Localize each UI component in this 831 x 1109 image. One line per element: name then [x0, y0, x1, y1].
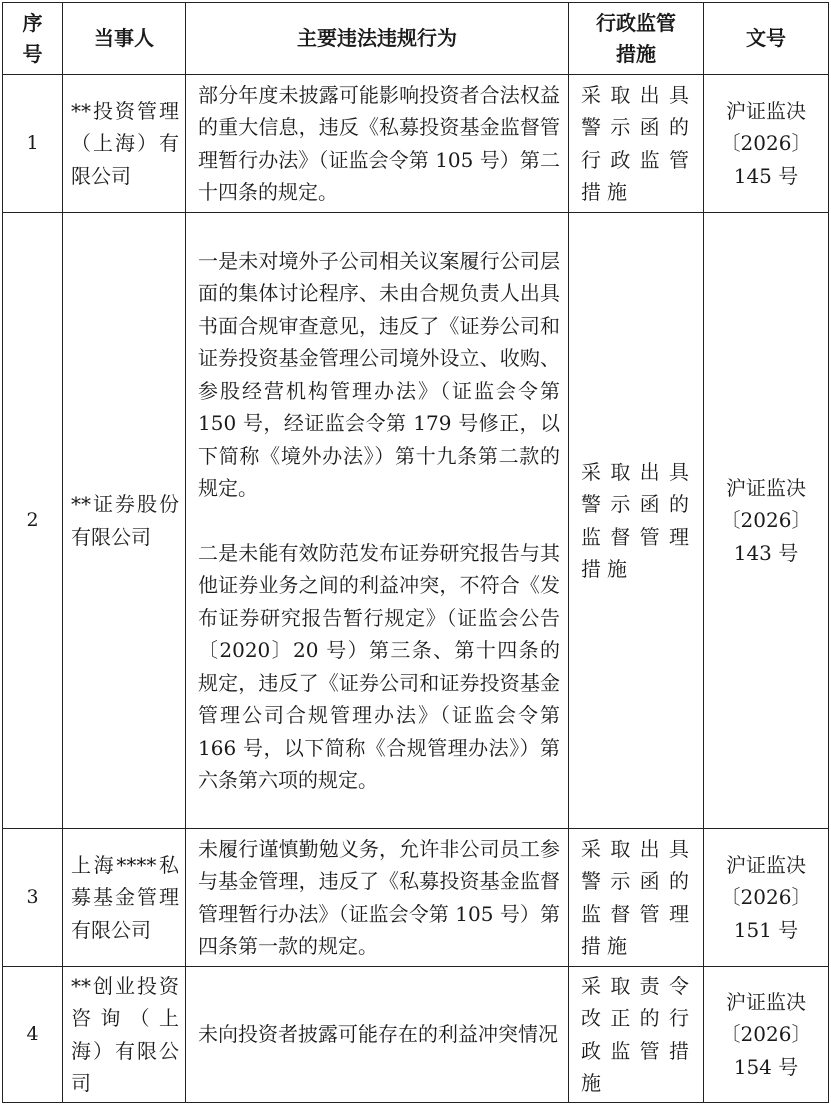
row-number: 3: [3, 829, 63, 967]
document-number: 沪证监决〔2026〕154 号: [704, 967, 829, 1103]
violation-paragraph: 部分年度未披露可能影响投资者合法权益的重大信息，违反《私募投资基金监督管理暂行办法》（证监会令第 105 号）第二十四条的规定。: [198, 82, 560, 204]
party-name: 上海****私募基金管理有限公司: [63, 829, 186, 967]
document-number: 沪证监决〔2026〕151 号: [704, 829, 829, 967]
table-row: [3, 967, 829, 1103]
header-measure: 行政监管 措施: [569, 3, 704, 75]
party-name: **创业投资咨询（上海）有限公司: [63, 967, 186, 1103]
document-page: [0, 2, 831, 1109]
violation-paragraph: 未向投资者披露可能存在的利益冲突情况: [198, 1022, 558, 1047]
supervisory-measure: 采取出具警示函的监督管理措施: [569, 829, 704, 967]
supervisory-measure: 采取出具警示函的行政监管措施: [569, 75, 704, 213]
violation-text: [186, 967, 569, 1103]
violation-paragraph: 二是未能有效防范发布证券研究报告与其他证券业务之间的利益冲突，不符合《发布证券研究报告暂行规定》（证监会公告〔2020〕20 号）第三条、第十四条的规定，违反了《证券公司和证券投资基金管理公司合规管理办法》（证监会令第 166 号，以下简称《合规管理办法》）第六条第六项的规定。: [198, 540, 560, 792]
supervisory-measure: 采取出具警示函的监督管理措施: [569, 213, 704, 829]
row-number: 1: [3, 75, 63, 213]
table-header-row: [3, 3, 829, 75]
row-number: 2: [3, 213, 63, 829]
violation-text: [186, 75, 569, 213]
header-doc-no: 文号: [704, 3, 829, 75]
table-row: [3, 829, 829, 967]
violation-paragraph: 一是未对境外子公司相关议案履行公司层面的集体讨论程序、未由合规负责人出具书面合规审查意见，违反了《证券公司和证券投资基金管理公司境外设立、收购、参股经营机构管理办法》（证监会令第 150 号，经证监会令第 179 号修正，以下简称《境外办法》）第十九条第二款的规定。: [198, 248, 560, 500]
table-row: [3, 213, 829, 829]
table-row: [3, 75, 829, 213]
document-number: 沪证监决〔2026〕143 号: [704, 213, 829, 829]
header-no: 序 号: [3, 3, 63, 75]
violation-paragraph: 未履行谨慎勤勉义务，允许非公司员工参与基金管理，违反了《私募投资基金监督管理暂行办法》（证监会令第 105 号）第四条第一款的规定。: [198, 836, 560, 958]
party-name: **投资管理（上海）有限公司: [63, 75, 186, 213]
violation-text: [186, 213, 569, 829]
violation-text: [186, 829, 569, 967]
header-violation: 主要违法违规行为: [186, 3, 569, 75]
penalty-table: [2, 2, 829, 1103]
supervisory-measure: 采取责令改正的行政监管措施: [569, 967, 704, 1103]
document-number: 沪证监决〔2026〕145 号: [704, 75, 829, 213]
row-number: 4: [3, 967, 63, 1103]
header-party: 当事人: [63, 3, 186, 75]
party-name: **证券股份有限公司: [63, 213, 186, 829]
